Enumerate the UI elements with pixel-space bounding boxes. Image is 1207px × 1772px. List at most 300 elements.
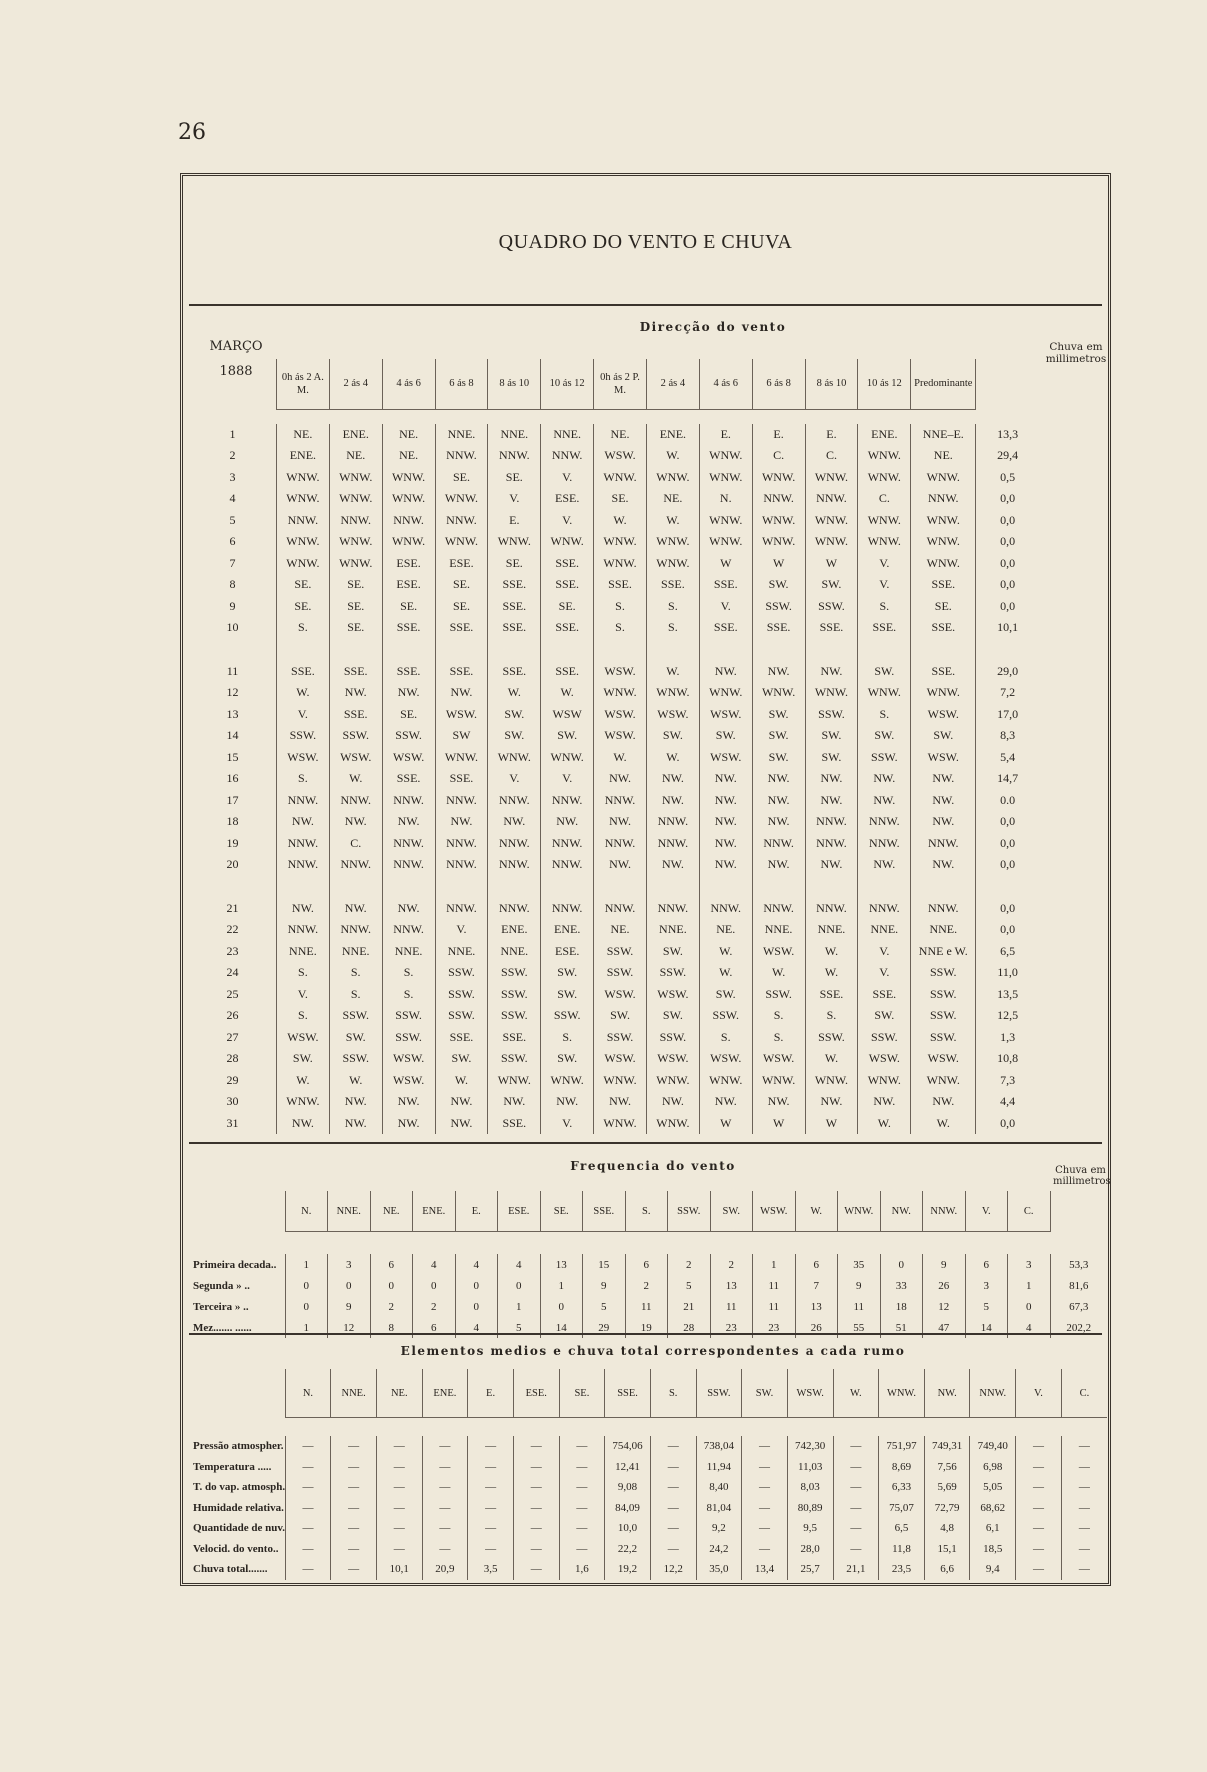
wind-cell: W. (276, 682, 329, 704)
element-cell: — (513, 1559, 559, 1580)
frequency-cell: 81,6 (1050, 1275, 1107, 1296)
direction-header-0: N. (285, 1191, 328, 1232)
wind-cell: W. (594, 747, 647, 769)
column-header-0: 0h ás 2 A. M. (276, 359, 329, 409)
element-cell: 28,0 (787, 1539, 833, 1560)
element-cell: — (559, 1457, 605, 1478)
rain-cell: 1,3 (976, 1027, 1039, 1049)
frequency-cell: 14 (540, 1317, 583, 1338)
wind-cell: SE. (276, 596, 329, 618)
day-cell: 21 (226, 900, 239, 915)
wind-cell: NNW. (382, 790, 435, 812)
frequency-cell: 202,2 (1050, 1317, 1107, 1338)
wind-cell: WNW. (752, 510, 805, 532)
rain-cell: 10,1 (976, 617, 1039, 639)
wind-direction-table (189, 359, 1039, 1134)
wind-cell: SW. (541, 725, 594, 747)
wind-cell: SSE. (488, 1027, 541, 1049)
table-row (189, 1091, 1039, 1113)
frequency-cell: 11 (838, 1296, 881, 1317)
wind-cell: NNW. (752, 488, 805, 510)
element-cell: 21,1 (833, 1559, 879, 1580)
table-row (189, 617, 1039, 639)
wind-cell: W. (646, 747, 699, 769)
wind-cell: WNW. (911, 553, 976, 575)
wind-cell: NE. (594, 424, 647, 446)
frequency-cell: 0 (285, 1275, 328, 1296)
wind-cell: NNW. (541, 833, 594, 855)
wind-cell: SSW. (911, 1027, 976, 1049)
wind-cell: SE. (329, 574, 382, 596)
wind-cell: WSW. (276, 747, 329, 769)
wind-cell: NNW. (699, 898, 752, 920)
wind-cell: S. (541, 1027, 594, 1049)
wind-cell: NNE. (382, 941, 435, 963)
element-cell: — (1016, 1518, 1062, 1539)
wind-cell: NNW. (435, 790, 488, 812)
element-cell: — (331, 1539, 377, 1560)
wind-cell: V. (541, 768, 594, 790)
day-cell: 20 (226, 857, 239, 872)
wind-cell: NNW. (382, 854, 435, 876)
rain-cell: 12,5 (976, 1005, 1039, 1027)
wind-cell: SSW. (435, 962, 488, 984)
wind-cell: NNW. (329, 919, 382, 941)
frequency-cell: 51 (880, 1317, 923, 1338)
element-cell: — (1016, 1457, 1062, 1478)
wind-cell: NNE. (435, 941, 488, 963)
rain-cell: 0,0 (976, 833, 1039, 855)
wind-cell: V. (541, 467, 594, 489)
day-cell: 29 (226, 1072, 239, 1087)
direction-header-5: ESE. (498, 1191, 541, 1232)
wind-cell: NW. (699, 1091, 752, 1113)
day-cell: 23 (226, 943, 239, 958)
wind-cell: NW. (752, 811, 805, 833)
wind-cell: W. (699, 941, 752, 963)
table-row (189, 1048, 1039, 1070)
wind-cell: WSW. (594, 661, 647, 683)
frequency-cell: 11 (710, 1296, 753, 1317)
wind-cell: SSW. (911, 962, 976, 984)
wind-cell: SSE. (382, 768, 435, 790)
element-cell: — (513, 1498, 559, 1519)
element-cell: 742,30 (787, 1436, 833, 1457)
wind-cell: WNW. (752, 682, 805, 704)
wind-cell: SSE. (699, 617, 752, 639)
wind-cell: SSE. (858, 617, 911, 639)
wind-cell: WNW. (858, 682, 911, 704)
table-row (189, 531, 1039, 553)
wind-cell: NNE. (541, 424, 594, 446)
wind-cell: NW. (329, 898, 382, 920)
wind-cell: W. (858, 1113, 911, 1135)
wind-cell: SSW. (594, 962, 647, 984)
wind-cell: NW. (699, 790, 752, 812)
wind-cell: NW. (911, 854, 976, 876)
frequency-cell: 0 (540, 1296, 583, 1317)
rain-cell: 5,4 (976, 747, 1039, 769)
wind-cell: WNW. (276, 1091, 329, 1113)
wind-cell: NNW. (276, 510, 329, 532)
wind-cell: S. (276, 962, 329, 984)
table-frame (180, 173, 1111, 1586)
day-cell: 26 (226, 1008, 239, 1023)
wind-cell: W (805, 1113, 858, 1135)
wind-cell: NW. (646, 854, 699, 876)
table-row (189, 1275, 1107, 1296)
wind-cell: NW. (541, 811, 594, 833)
wind-cell: SE. (594, 488, 647, 510)
wind-cell: ENE. (276, 445, 329, 467)
wind-cell: NNW. (276, 919, 329, 941)
wind-cell: SSW. (805, 704, 858, 726)
wind-cell: WNW. (699, 510, 752, 532)
wind-cell: S. (329, 984, 382, 1006)
wind-cell: NNW. (646, 898, 699, 920)
element-cell: — (650, 1457, 696, 1478)
element-cell: — (468, 1518, 514, 1539)
wind-cell: WSW. (435, 704, 488, 726)
day-cell: 15 (226, 749, 239, 764)
column-header-6: 0h ás 2 P. M. (594, 359, 647, 409)
wind-cell: WNW. (646, 1113, 699, 1135)
element-cell: 72,79 (924, 1498, 970, 1519)
wind-cell: NNE. (488, 424, 541, 446)
wind-cell: W. (329, 1070, 382, 1092)
wind-cell: S. (805, 1005, 858, 1027)
element-cell: — (422, 1539, 468, 1560)
element-cell: 8,03 (787, 1477, 833, 1498)
frequency-cell: 28 (668, 1317, 711, 1338)
wind-cell: NW. (911, 790, 976, 812)
table-row (189, 1436, 1107, 1457)
wind-cell: WNW. (699, 1070, 752, 1092)
element-cell: — (513, 1518, 559, 1539)
wind-cell: NNW. (646, 833, 699, 855)
table-row (189, 833, 1039, 855)
element-cell: 12,41 (605, 1457, 651, 1478)
day-cell: 7 (229, 555, 236, 570)
wind-cell: WNW. (435, 747, 488, 769)
direction-header-8: S. (650, 1369, 696, 1418)
wind-cell: SW. (752, 704, 805, 726)
rain-cell: 13,5 (976, 984, 1039, 1006)
wind-cell: NNW. (329, 790, 382, 812)
wind-cell: SW. (752, 725, 805, 747)
wind-cell: SE. (329, 596, 382, 618)
wind-cell: SW. (752, 747, 805, 769)
frequency-cell: 47 (923, 1317, 966, 1338)
frequency-cell: 4 (1008, 1317, 1051, 1338)
wind-cell: NW. (911, 768, 976, 790)
element-cell: — (1061, 1477, 1107, 1498)
wind-cell: NNW. (911, 488, 976, 510)
wind-cell: WNW. (752, 1070, 805, 1092)
day-cell: 17 (226, 792, 239, 807)
table-row (189, 661, 1039, 683)
wind-cell: NNW. (435, 898, 488, 920)
element-cell: — (559, 1518, 605, 1539)
column-header-1: 2 ás 4 (329, 359, 382, 409)
rain-cell: 0,0 (976, 574, 1039, 596)
wind-cell: ESE. (541, 488, 594, 510)
wind-cell: WNW. (911, 467, 976, 489)
element-cell: 751,97 (879, 1436, 925, 1457)
day-cell: 30 (226, 1094, 239, 1109)
wind-cell: NNW. (276, 790, 329, 812)
wind-cell: WSW. (382, 1070, 435, 1092)
table-row (189, 445, 1039, 467)
frequency-cell: 11 (625, 1296, 668, 1317)
wind-cell: SW. (541, 1048, 594, 1070)
wind-cell: SSW. (488, 962, 541, 984)
column-header-4: 8 ás 10 (488, 359, 541, 409)
element-cell: 15,1 (924, 1539, 970, 1560)
direction-header-14: NW. (924, 1369, 970, 1418)
wind-cell: WSW. (329, 747, 382, 769)
element-cell: — (742, 1518, 788, 1539)
element-cell: — (513, 1477, 559, 1498)
wind-cell: SSE. (488, 617, 541, 639)
wind-cell: SSW. (488, 1048, 541, 1070)
wind-cell: WSW. (594, 445, 647, 467)
frequency-cell: 29 (583, 1317, 626, 1338)
table-row (189, 1254, 1107, 1275)
header-label-column (189, 1369, 285, 1418)
wind-cell: WNW. (488, 1070, 541, 1092)
wind-cell: NNW. (911, 898, 976, 920)
rain-cell: 0,0 (976, 919, 1039, 941)
wind-cell: W (805, 553, 858, 575)
wind-cell: SSE. (488, 574, 541, 596)
wind-cell: SSE. (435, 768, 488, 790)
wind-cell: W. (805, 962, 858, 984)
wind-cell: NW. (752, 854, 805, 876)
direction-header-2: NE. (376, 1369, 422, 1418)
wind-cell: W. (646, 445, 699, 467)
frequency-cell: 35 (838, 1254, 881, 1275)
day-cell: 14 (226, 728, 239, 743)
wind-cell: WNW. (541, 531, 594, 553)
wind-cell: WNW. (858, 445, 911, 467)
wind-cell: WNW. (329, 488, 382, 510)
wind-cell: WNW. (276, 531, 329, 553)
wind-cell: SW (435, 725, 488, 747)
table-row (189, 747, 1039, 769)
direction-header-5: ESE. (513, 1369, 559, 1418)
element-cell: — (422, 1477, 468, 1498)
element-cell: 8,69 (879, 1457, 925, 1478)
frequency-cell: 6 (413, 1317, 456, 1338)
wind-cell: NW. (752, 1091, 805, 1113)
wind-cell: NW. (699, 661, 752, 683)
frequency-cell: 4 (455, 1317, 498, 1338)
element-cell: — (422, 1457, 468, 1478)
element-cell: — (742, 1436, 788, 1457)
rain-cell: 10,8 (976, 1048, 1039, 1070)
element-cell: 11,03 (787, 1457, 833, 1478)
frequency-cell: 33 (880, 1275, 923, 1296)
wind-cell: NW. (805, 1091, 858, 1113)
wind-cell: WSW. (911, 704, 976, 726)
element-cell: — (331, 1477, 377, 1498)
wind-cell: S. (276, 617, 329, 639)
wind-cell: SSE. (805, 984, 858, 1006)
element-cell: — (650, 1498, 696, 1519)
header-day-column (189, 359, 276, 409)
wind-cell: NW. (435, 1113, 488, 1135)
direction-header-13: WNW. (879, 1369, 925, 1418)
wind-cell: WNW. (435, 531, 488, 553)
wind-cell: NW. (699, 854, 752, 876)
wind-cell: WNW. (646, 531, 699, 553)
element-cell: 22,2 (605, 1539, 651, 1560)
wind-cell: NNW. (805, 811, 858, 833)
wind-cell: SW. (276, 1048, 329, 1070)
wind-cell: SE. (382, 596, 435, 618)
direction-header-0: N. (285, 1369, 331, 1418)
wind-cell: WNW. (699, 445, 752, 467)
element-cell: — (559, 1539, 605, 1560)
element-cell: 6,98 (970, 1457, 1016, 1478)
page-number: 26 (178, 120, 206, 145)
wind-cell: W. (276, 1070, 329, 1092)
wind-cell: NNW. (435, 854, 488, 876)
frequency-cell: 2 (625, 1275, 668, 1296)
day-cell: 28 (226, 1051, 239, 1066)
wind-cell: WNW. (276, 553, 329, 575)
wind-cell: NNW. (541, 790, 594, 812)
frequency-cell: 2 (413, 1296, 456, 1317)
element-cell: 10,1 (376, 1559, 422, 1580)
wind-cell: SSW. (435, 1005, 488, 1027)
frequency-cell: 0 (413, 1275, 456, 1296)
wind-cell: NW. (329, 1113, 382, 1135)
header-rain-column (1050, 1191, 1107, 1232)
wind-cell: WNW. (382, 531, 435, 553)
frequency-cell: 26 (795, 1317, 838, 1338)
element-cell: — (650, 1436, 696, 1457)
direction-header-8: S. (625, 1191, 668, 1232)
wind-cell: WNW. (858, 467, 911, 489)
frequency-cell: 55 (838, 1317, 881, 1338)
wind-cell: NW. (435, 682, 488, 704)
element-cell: — (1061, 1539, 1107, 1560)
wind-cell: SW. (805, 747, 858, 769)
wind-cell: SE. (329, 617, 382, 639)
direction-header-14: NW. (880, 1191, 923, 1232)
element-cell: 84,09 (605, 1498, 651, 1519)
wind-cell: WNW. (594, 1070, 647, 1092)
wind-cell: V. (858, 962, 911, 984)
row-label: Chuva total....... (193, 1563, 268, 1576)
wind-cell: WNW. (594, 531, 647, 553)
element-cell: 75,07 (879, 1498, 925, 1519)
rain-header: Chuva em millimetros (1045, 341, 1107, 365)
frequency-cell: 5 (668, 1275, 711, 1296)
wind-cell: ESE. (435, 553, 488, 575)
wind-cell: W. (329, 768, 382, 790)
element-cell: — (1016, 1477, 1062, 1498)
wind-cell: SSE. (541, 661, 594, 683)
wind-cell: NW. (911, 811, 976, 833)
element-cell: 19,2 (605, 1559, 651, 1580)
table-row (189, 962, 1039, 984)
wind-cell: WNW. (858, 510, 911, 532)
frequency-cell: 0 (1008, 1296, 1051, 1317)
element-cell: — (513, 1539, 559, 1560)
table-row (189, 1518, 1107, 1539)
wind-cell: WNW. (382, 467, 435, 489)
table-row (189, 1539, 1107, 1560)
page-title: QUADRO DO VENTO E CHUVA (498, 231, 793, 253)
wind-cell: SSE. (382, 661, 435, 683)
wind-cell: NW. (858, 790, 911, 812)
wind-cell: S. (752, 1027, 805, 1049)
spacer-row (189, 1418, 1107, 1437)
wind-cell: W. (911, 1113, 976, 1135)
day-cell: 13 (226, 706, 239, 721)
wind-cell: NNW. (382, 833, 435, 855)
column-header-9: 6 ás 8 (752, 359, 805, 409)
wind-cell: WNW. (541, 747, 594, 769)
element-cell: 12,2 (650, 1559, 696, 1580)
table-row (189, 1113, 1039, 1135)
element-cell: — (285, 1457, 331, 1478)
element-cell: — (1016, 1436, 1062, 1457)
wind-cell: NNW. (805, 488, 858, 510)
wind-cell: NNW. (382, 510, 435, 532)
wind-cell: NNW. (646, 811, 699, 833)
wind-cell: WSW. (858, 1048, 911, 1070)
element-cell: 1,6 (559, 1559, 605, 1580)
frequency-cell: 5 (498, 1317, 541, 1338)
rain-cell: 14,7 (976, 768, 1039, 790)
frequency-cell: 3 (328, 1254, 371, 1275)
wind-cell: ENE. (858, 424, 911, 446)
wind-cell: NNW. (858, 811, 911, 833)
wind-cell: NW. (752, 661, 805, 683)
element-cell: 749,40 (970, 1436, 1016, 1457)
wind-cell: WSW. (646, 1048, 699, 1070)
frequency-cell: 11 (753, 1296, 796, 1317)
wind-cell: WNW. (646, 682, 699, 704)
element-cell: — (285, 1436, 331, 1457)
decade-gap-row (189, 876, 1039, 898)
row-label: Temperatura ..... (193, 1460, 272, 1473)
element-cell: — (331, 1436, 377, 1457)
wind-cell: SSW. (488, 1005, 541, 1027)
element-cell: — (833, 1436, 879, 1457)
wind-cell: NW. (594, 768, 647, 790)
element-cell: — (331, 1559, 377, 1580)
wind-cell: WNW. (646, 467, 699, 489)
frequency-cell: 0 (455, 1275, 498, 1296)
wind-cell: SSW. (541, 1005, 594, 1027)
direction-header-3: ENE. (413, 1191, 456, 1232)
wind-cell: SW. (699, 725, 752, 747)
element-cell: — (1016, 1498, 1062, 1519)
wind-cell: WNW. (805, 510, 858, 532)
wind-cell: WNW. (911, 531, 976, 553)
direction-header-13: WNW. (838, 1191, 881, 1232)
wind-cell: NNW. (488, 898, 541, 920)
element-cell: 754,06 (605, 1436, 651, 1457)
wind-cell: NE. (911, 445, 976, 467)
element-cell: — (513, 1457, 559, 1478)
wind-cell: NW. (911, 1091, 976, 1113)
